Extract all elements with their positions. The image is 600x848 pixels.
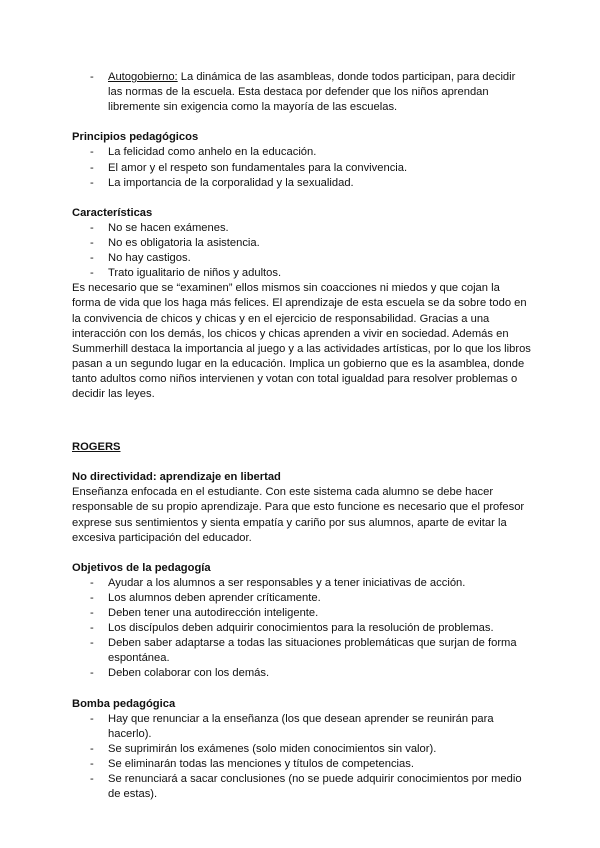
list-item — [72, 576, 532, 591]
heading-no-directividad: No directividad: aprendizaje en libertad — [72, 471, 281, 484]
bullet-dash: - — [90, 712, 94, 725]
bullet-dash: - — [90, 742, 94, 755]
text-line: pasan a un segundo lugar en la educación. Implica un gobierno que es la asamblea, donde — [72, 357, 525, 370]
list-item-text: No es obligatoria la asistencia. — [108, 237, 260, 250]
list-item — [72, 70, 532, 115]
bullet-dash: - — [90, 607, 94, 620]
text-line: espontánea. — [108, 652, 170, 665]
text-line: la convivencia de chicos y chicas y en el ejercicio de responsabilidad. Gracias a una — [72, 312, 490, 325]
heading-objetivos: Objetivos de la pedagogía — [72, 561, 211, 574]
list-item — [72, 176, 532, 191]
bullet-dash: - — [90, 758, 94, 771]
autogobierno-label: Autogobierno: — [108, 71, 178, 83]
heading-caracteristicas: Características — [72, 206, 153, 219]
list-item — [72, 757, 532, 772]
list-item — [72, 221, 532, 236]
list-item — [72, 251, 532, 266]
bullet-dash: - — [90, 592, 94, 604]
list-item — [72, 145, 532, 160]
bullet-dash: - — [90, 576, 94, 589]
document-page — [72, 70, 532, 802]
text-line: las normas de la escuela. Esta destaca por defender que los niños aprendan — [108, 86, 489, 99]
autogobierno-list — [72, 70, 532, 115]
list-item — [72, 636, 532, 666]
caracteristicas-paragraph — [72, 281, 532, 402]
bullet-dash: - — [90, 637, 94, 650]
list-item — [72, 161, 532, 176]
text-line: Hay que renunciar a la enseñanza (los que desean aprender se reunirán para — [108, 712, 494, 725]
bullet-dash: - — [90, 71, 94, 83]
list-item — [72, 772, 532, 802]
text-line: La dinámica de las asambleas, donde todos participan, para decidir — [177, 71, 516, 83]
text-line: Los alumnos deben aprender críticamente. — [108, 592, 321, 604]
bomba-list — [72, 712, 532, 803]
list-item-text: La felicidad como anhelo en la educación. — [108, 146, 317, 159]
bullet-dash: - — [90, 161, 94, 174]
bullet-dash: - — [90, 252, 94, 265]
text-line: Deben colaborar con los demás. — [108, 667, 270, 680]
text-line: interacción con los demás, los chicos y chicas aprenden a vivir en sociedad. Además en — [72, 327, 509, 340]
list-item-text: Trato igualitario de niños y adultos. — [108, 267, 282, 280]
text-line: Deben tener una autodirección inteligente. — [108, 607, 319, 620]
list-item — [72, 591, 532, 606]
bullet-dash: - — [90, 622, 94, 635]
text-line: responsable de su propio aprendizaje. Para que esto funcione es necesario que el profesor — [72, 501, 525, 514]
text-line: forma de vida que los haga más felices. El aprendizaje de esta escuela se da sobre todo en — [72, 297, 527, 310]
section-title-rogers: ROGERS — [72, 441, 121, 454]
list-item — [72, 236, 532, 251]
list-item-text: La importancia de la corporalidad y la sexualidad. — [108, 176, 354, 189]
text-line: Ayudar a los alumnos a ser responsables y a tener iniciativas de acción. — [108, 576, 466, 589]
list-item — [72, 712, 532, 742]
heading-bomba: Bomba pedagógica — [72, 697, 176, 710]
text-line: decidir las leyes. — [72, 387, 155, 400]
bullet-dash: - — [90, 267, 94, 280]
bullet-dash: - — [90, 237, 94, 250]
text-line: Es necesario que se “examinen” ellos mismos sin coacciones ni miedos y que cojan la — [72, 282, 500, 295]
text-line: Se eliminarán todas las menciones y títulos de competencias. — [108, 758, 414, 771]
no-directividad-paragraph — [72, 485, 532, 545]
text-line: Summerhill destaca la importancia al juego y a las actividades artísticas, por lo que los libros — [72, 342, 531, 355]
list-item — [72, 742, 532, 757]
heading-principios: Principios pedagógicos — [72, 131, 199, 144]
list-item-text: No hay castigos. — [108, 252, 191, 265]
text-line: Se renunciará a sacar conclusiones (no se puede adquirir conocimientos por medio — [108, 773, 522, 786]
text-line: de estas). — [108, 788, 158, 801]
list-item-text: El amor y el respeto son fundamentales para la convivencia. — [108, 161, 408, 174]
caracteristicas-list — [72, 221, 532, 281]
text-line: Deben saber adaptarse a todas las situaciones problemáticas que surjan de forma — [108, 637, 517, 650]
principios-list — [72, 145, 532, 190]
text-line: excesiva participación del educador. — [72, 531, 252, 544]
list-item — [72, 666, 532, 681]
list-item — [72, 266, 532, 281]
list-item-text: No se hacen exámenes. — [108, 221, 229, 234]
bullet-dash: - — [90, 221, 94, 234]
text-line: libremente sin exigencia como la mayoría de las escuelas. — [108, 101, 398, 114]
text-line: hacerlo). — [108, 727, 152, 740]
text-line: Se suprimirán los exámenes (solo miden conocimientos sin valor). — [108, 742, 437, 755]
objetivos-list — [72, 576, 532, 682]
bullet-dash: - — [90, 146, 94, 159]
list-item — [72, 621, 532, 636]
list-item — [72, 606, 532, 621]
bullet-dash: - — [90, 667, 94, 680]
bullet-dash: - — [90, 773, 94, 786]
text-line: exprese sus sentimientos y sienta empatía y cariño por sus alumnos, aparte de evitar la — [72, 516, 507, 529]
bullet-dash: - — [90, 176, 94, 189]
text-line: Los discípulos deben adquirir conocimientos para la resolución de problemas. — [108, 622, 494, 635]
text-line: Enseñanza enfocada en el estudiante. Con este sistema cada alumno se debe hacer — [72, 486, 494, 499]
text-line: tanto adultos como niños intervienen y votan con total igualdad para resolver problemas o — [72, 372, 518, 385]
